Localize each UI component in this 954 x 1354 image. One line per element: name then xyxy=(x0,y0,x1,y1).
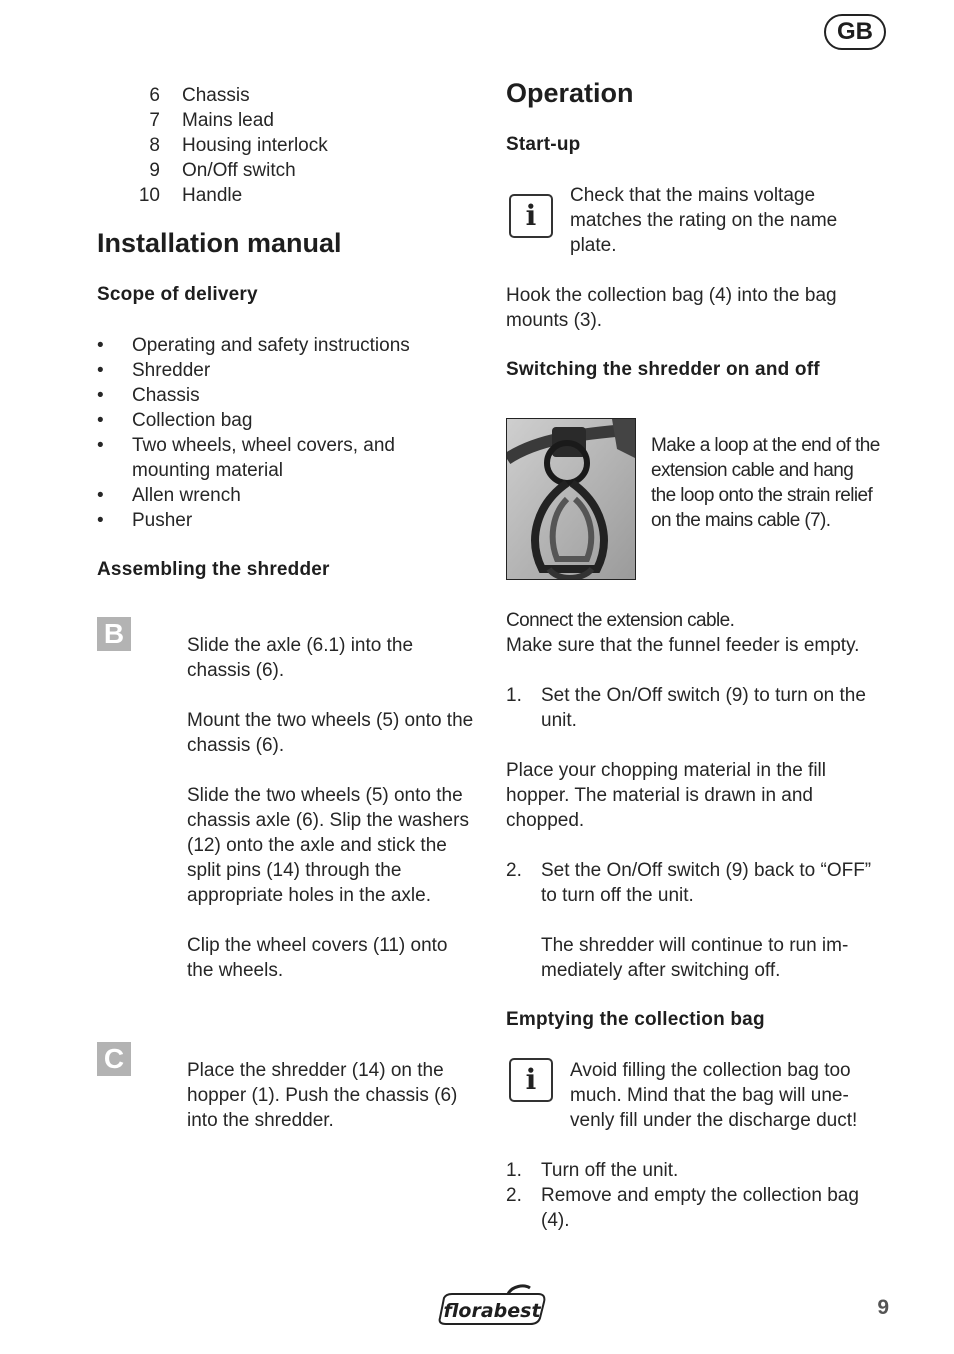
part-label: On/Off switch xyxy=(182,160,296,181)
scope-item xyxy=(97,508,467,533)
part-number: 10 xyxy=(138,185,160,206)
parts-list xyxy=(132,83,462,208)
cable-loop-illustration xyxy=(507,419,636,580)
info-icon: i xyxy=(509,194,553,238)
scope-item-label: Collection bag xyxy=(132,410,253,431)
part-number: 9 xyxy=(149,160,160,181)
assembly-steps-c xyxy=(187,1058,483,1133)
scope-item-label: Allen wrench xyxy=(132,485,241,506)
part-label: Housing interlock xyxy=(182,135,328,156)
bullet: • xyxy=(97,510,104,531)
funnel-text: Make sure that the funnel feeder is empty. xyxy=(506,635,860,656)
language-badge: GB xyxy=(824,14,886,50)
step-number: 1. xyxy=(506,685,522,706)
assembly-step: Place the shredder (14) on the hopper (1). Push the chassis (6) into the shredder. xyxy=(187,1060,458,1131)
scope-item-label: Two wheels, wheel covers, and mounting material xyxy=(132,435,395,481)
switch-off-step xyxy=(506,858,886,908)
bullet: • xyxy=(97,335,104,356)
bullet: • xyxy=(97,385,104,406)
brand-wordmark: florabest xyxy=(443,1300,541,1322)
scope-item xyxy=(97,433,467,483)
bullet: • xyxy=(97,435,104,456)
cable-loop-photo xyxy=(506,418,636,580)
emptying-steps xyxy=(506,1158,886,1233)
switch-off-note: The shredder will continue to run im-mediately after switching off. xyxy=(541,935,849,981)
scope-item xyxy=(97,383,467,408)
bullet: • xyxy=(97,410,104,431)
scope-list xyxy=(97,333,467,533)
step-text: Turn off the unit. xyxy=(541,1160,679,1181)
parts-list-item xyxy=(132,83,462,108)
part-number: 8 xyxy=(149,135,160,156)
startup-text: Hook the collection bag (4) into the bag mounts (3). xyxy=(506,285,837,331)
part-label: Mains lead xyxy=(182,110,274,131)
scope-item xyxy=(97,483,467,508)
loop-instructions: Make a loop at the end of the extension cable and hang the loop onto the strain relief on the mains cable (7). xyxy=(651,435,880,531)
assembly-steps-b xyxy=(187,633,477,983)
scope-item xyxy=(97,333,467,358)
step-row xyxy=(506,1158,886,1183)
step-row xyxy=(506,683,886,733)
switch-on-step xyxy=(506,683,886,733)
scope-item-label: Pusher xyxy=(132,510,193,531)
info-icon: i xyxy=(509,1058,553,1102)
parts-list-item xyxy=(132,133,462,158)
step-row xyxy=(506,1183,886,1233)
figure-b-marker: B xyxy=(97,617,131,651)
scope-item-label: Operating and safety instructions xyxy=(132,335,410,356)
page-number: 9 xyxy=(877,1296,889,1319)
step-text: Set the On/Off switch (9) to turn on the unit. xyxy=(541,685,866,731)
bullet: • xyxy=(97,360,104,381)
step-number: 2. xyxy=(506,1185,522,1206)
figure-c-marker: C xyxy=(97,1042,131,1076)
place-text: Place your chopping material in the fill hopper. The material is drawn in and chopped. xyxy=(506,760,827,831)
step-text: Set the On/Off switch (9) back to “OFF” to turn off the unit. xyxy=(541,860,872,906)
step-row xyxy=(506,858,886,908)
assembly-step: Clip the wheel covers (11) onto the wheels. xyxy=(187,935,448,981)
connect-text: Connect the extension cable. xyxy=(506,610,735,631)
step-number: 1. xyxy=(506,1160,522,1181)
assembly-step: Slide the axle (6.1) into the chassis (6). xyxy=(187,635,414,681)
assembly-step: Slide the two wheels (5) onto the chassis axle (6). Slip the washers (12) onto the axle and stick the split pins (14) through the appropriate holes in the axle. xyxy=(187,785,469,906)
step-number: 2. xyxy=(506,860,522,881)
part-number: 7 xyxy=(149,110,160,131)
scope-item-label: Shredder xyxy=(132,360,211,381)
assembly-step: Mount the two wheels (5) onto the chassis (6). xyxy=(187,710,474,756)
part-label: Handle xyxy=(182,185,243,206)
scope-item xyxy=(97,408,467,433)
scope-item xyxy=(97,358,467,383)
startup-heading: Start-up xyxy=(506,134,581,155)
emptying-note: Avoid filling the collection bag too much. Mind that the bag will une-venly fill under the discharge duct! xyxy=(570,1060,858,1131)
parts-list-item xyxy=(132,183,462,208)
scope-item-label: Chassis xyxy=(132,385,200,406)
part-number: 6 xyxy=(149,85,160,106)
parts-list-item xyxy=(132,158,462,183)
switching-heading: Switching the shredder on and off xyxy=(506,359,820,380)
installation-title: Installation manual xyxy=(97,228,342,258)
parts-list-item xyxy=(132,108,462,133)
emptying-heading: Emptying the collection bag xyxy=(506,1009,765,1030)
part-label: Chassis xyxy=(182,85,250,106)
operation-title: Operation xyxy=(506,78,634,108)
step-text: Remove and empty the collection bag (4). xyxy=(541,1185,859,1231)
bullet: • xyxy=(97,485,104,506)
scope-heading: Scope of delivery xyxy=(97,284,258,305)
startup-note: Check that the mains voltage matches the rating on the name plate. xyxy=(570,185,838,256)
florabest-logo xyxy=(438,1284,548,1326)
assembling-heading: Assembling the shredder xyxy=(97,559,330,580)
